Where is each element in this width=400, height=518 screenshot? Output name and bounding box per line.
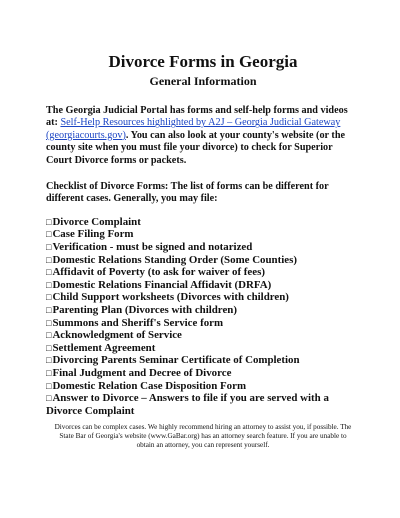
footer-note: Divorces can be complex cases. We highly recommend hiring an attorney to assist you, if possible. The State Bar of Georgia's website (www.GaBar.org) has an attorney search feature. If you are unable to obtain an attorney, you can represent yourself. (54, 423, 352, 450)
checkbox-icon[interactable]: □ (46, 393, 52, 404)
checklist-item (46, 304, 360, 317)
page-subtitle: General Information (149, 74, 257, 88)
checklist-item (46, 254, 360, 267)
self-help-resources-link[interactable]: Self-Help Resources highlighted by A2J – Georgia Judicial Gateway (georgiacourts.gov) (46, 117, 341, 141)
checklist-intro: Checklist of Divorce Forms: The list of forms can be different for different cases. Generally, you may file: (46, 181, 329, 205)
checklist-item-label: Answer to Divorce – Answers to file if you are served with a Divorce Complaint (46, 392, 329, 417)
checklist-item-label: Settlement Agreement (52, 341, 156, 354)
checklist-item-label: Verification - must be signed and notarized (52, 241, 253, 254)
checklist-item (46, 317, 360, 330)
checklist-item (46, 241, 360, 254)
checklist-item (46, 354, 360, 367)
checkbox-icon[interactable]: □ (46, 367, 52, 378)
checkbox-icon[interactable]: □ (46, 254, 52, 265)
checklist-item (46, 216, 360, 229)
checklist-item (46, 342, 360, 355)
checkbox-icon[interactable]: □ (46, 267, 52, 278)
page-title: Divorce Forms in Georgia (108, 52, 298, 71)
forms-checklist (46, 216, 360, 418)
checkbox-icon[interactable]: □ (46, 317, 52, 328)
checklist-item (46, 291, 360, 304)
checkbox-icon[interactable]: □ (46, 216, 52, 227)
checklist-item (46, 228, 360, 241)
checklist-item (46, 380, 360, 393)
intro-text-before-link: The Georgia Judicial Portal has forms and self-help forms and videos at: (46, 105, 348, 129)
checklist-item-label: Divorcing Parents Seminar Certificate of Completion (52, 354, 300, 367)
checkbox-icon[interactable]: □ (46, 229, 52, 240)
checklist-item-label: Child Support worksheets (Divorces with children) (52, 291, 289, 304)
checkbox-icon[interactable]: □ (46, 355, 52, 366)
checklist-item (46, 279, 360, 292)
checklist-item-label: Acknowledgment of Service (52, 329, 182, 342)
checklist-item-label: Domestic Relation Case Disposition Form (52, 379, 247, 392)
checklist-item-label: Parenting Plan (Divorces with children) (52, 304, 237, 316)
intro-text-after-link: . You can also look at your county's website (or the county site when you must file your divorce) to check for Superior Court Divorce forms or packets. (46, 129, 346, 166)
checkbox-icon[interactable]: □ (46, 305, 52, 315)
checklist-item (46, 329, 360, 342)
checklist-item-label: Summons and Sheriff's Service form (52, 316, 224, 329)
checklist-item-label: Case Filing Form (52, 228, 134, 241)
checkbox-icon[interactable]: □ (46, 380, 52, 391)
checkbox-icon[interactable]: □ (46, 342, 52, 353)
checklist-item-label: Final Judgment and Decree of Divorce (52, 366, 232, 379)
checkbox-icon[interactable]: □ (46, 330, 52, 341)
checkbox-icon[interactable]: □ (46, 242, 52, 253)
checklist-item (46, 266, 360, 279)
checklist-item-label: Domestic Relations Financial Affidavit (DRFA) (52, 278, 272, 291)
checklist-item-label: Affidavit of Poverty (to ask for waiver of fees) (52, 266, 265, 279)
intro-paragraph (46, 105, 360, 167)
checklist-item-label: Divorce Complaint (52, 215, 141, 228)
checklist-item (46, 392, 360, 417)
checkbox-icon[interactable]: □ (46, 292, 52, 303)
checklist-item (46, 367, 360, 380)
checkbox-icon[interactable]: □ (46, 279, 52, 290)
checklist-item-label: Domestic Relations Standing Order (Some Counties) (52, 253, 297, 266)
